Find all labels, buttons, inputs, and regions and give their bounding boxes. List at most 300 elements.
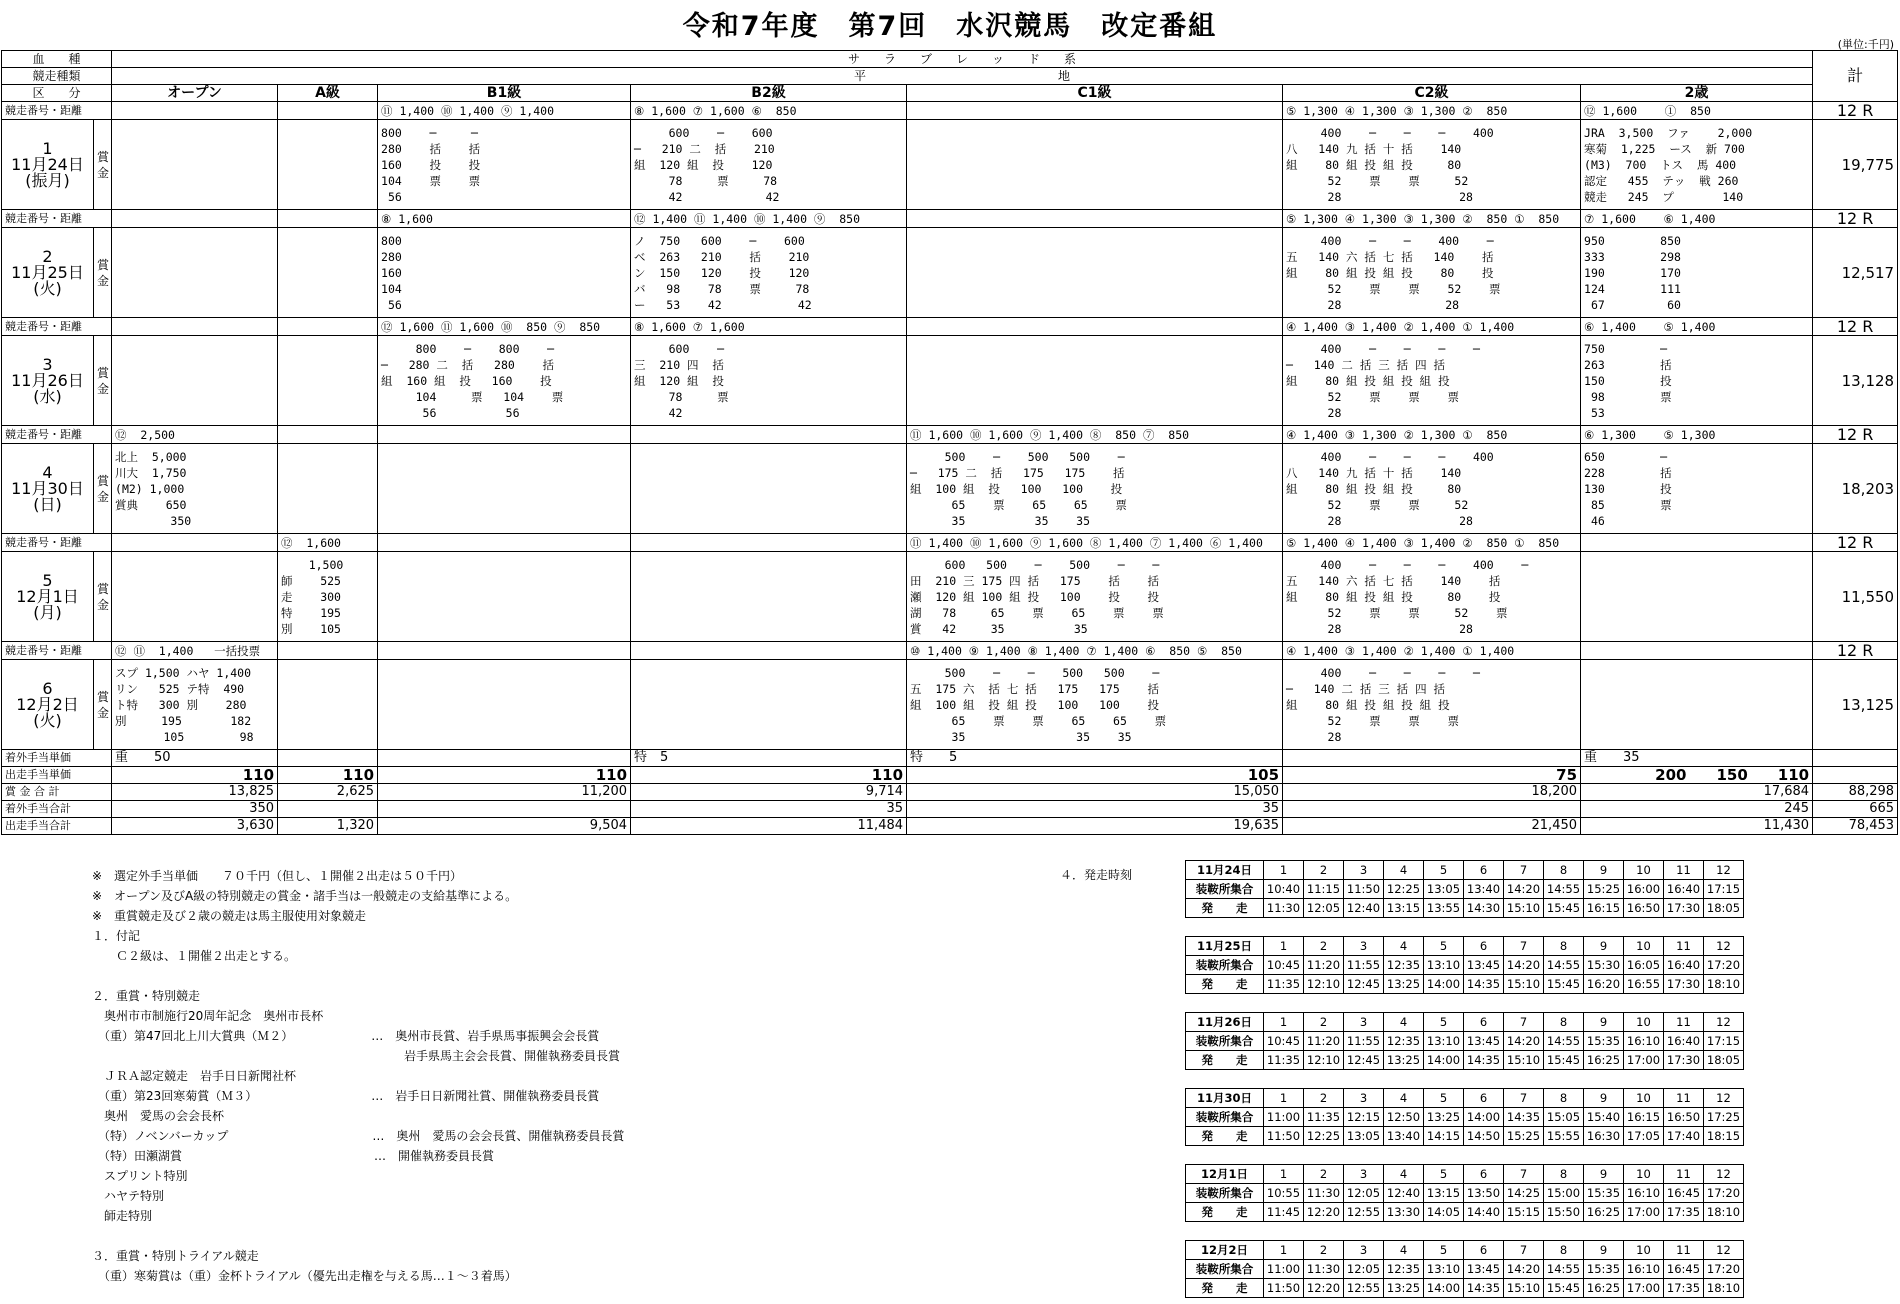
start-time-date: 11月30日 (1186, 1089, 1264, 1108)
day-label (2, 660, 94, 750)
assembly-time: 13:45 (1464, 1032, 1504, 1051)
start-time: 18:05 (1704, 899, 1744, 918)
race-number: 5 (1424, 1241, 1464, 1260)
race-distance-cell (112, 534, 278, 552)
prize-label-top: 賞 (97, 689, 110, 704)
race-number: 6 (1464, 937, 1504, 956)
assembly-time: 14:55 (1544, 1032, 1584, 1051)
prize-label-bottom: 金 (97, 381, 110, 396)
day-label (2, 552, 94, 642)
race-distance-cell: ⑪ 1,400 ⑩ 1,400 ⑨ 1,400 (378, 102, 631, 120)
day-date: 12月2日 (16, 694, 79, 714)
assembly-time: 16:45 (1664, 1184, 1704, 1203)
race-distance-cell (1581, 534, 1813, 552)
assembly-time: 17:15 (1704, 1032, 1744, 1051)
prize-cell: 400 ─ ─ ─ 400 八 140 九 括 十 括 140 組 80 組 投 組 投 80 52 票 票 52 28 28 (1283, 120, 1581, 210)
start-time: 15:45 (1544, 1279, 1584, 1298)
race-number: 7 (1504, 861, 1544, 880)
prize-cell: 400 ─ ─ ─ ─ ─ 140 二 括 三 括 四 括 組 80 組 投 組 投 組 投 52 票 票 票 28 (1283, 336, 1581, 426)
race-distance-cell: ⑫ 2,500 (112, 426, 278, 444)
start-time: 12:20 (1304, 1279, 1344, 1298)
start-time: 12:10 (1304, 975, 1344, 994)
race-number: 4 (1384, 1013, 1424, 1032)
program-table (1, 50, 1898, 835)
race-number: 6 (1464, 1089, 1504, 1108)
day-date: 11月25日 (11, 262, 84, 282)
footer-cell: 9,714 (631, 784, 907, 801)
row-label-breed: 血 種 (2, 51, 112, 68)
assembly-time: 11:00 (1264, 1108, 1304, 1127)
class-header: C1級 (907, 85, 1283, 102)
start-time: 14:35 (1464, 1279, 1504, 1298)
start-time-date: 11月24日 (1186, 861, 1264, 880)
race-distance-cell (631, 426, 907, 444)
assembly-time: 12:40 (1384, 1184, 1424, 1203)
race-number: 10 (1624, 937, 1664, 956)
assembly-time: 16:40 (1664, 880, 1704, 899)
footer-cell: 105 (907, 767, 1283, 784)
prize-cell: 800 280 160 104 56 (378, 228, 631, 318)
day-date: 11月26日 (11, 370, 84, 390)
prize-cell: 800 ─ 800 ─ ─ 280 二 括 280 括 組 160 組 投 160 投 104 票 104 票 56 56 (378, 336, 631, 426)
race-number: 9 (1584, 1165, 1624, 1184)
race-number: 2 (1304, 1241, 1344, 1260)
race-number: 5 (1424, 937, 1464, 956)
start-time: 11:50 (1264, 1127, 1304, 1146)
prize-cell: 950 850 333 298 190 170 124 111 67 60 (1581, 228, 1813, 318)
race-number: 1 (1264, 1165, 1304, 1184)
assembly-time: 13:10 (1424, 1260, 1464, 1279)
start-times-label: ４．発走時刻 (1060, 868, 1133, 882)
day-total: 13,125 (1813, 660, 1898, 750)
assembly-time: 17:20 (1704, 956, 1744, 975)
race-number: 3 (1344, 937, 1384, 956)
start-label: 発 走 (1186, 899, 1264, 918)
assembly-time: 13:05 (1424, 880, 1464, 899)
day-date: 11月30日 (11, 478, 84, 498)
start-time: 17:35 (1664, 1279, 1704, 1298)
start-time: 13:15 (1384, 899, 1424, 918)
start-time: 17:35 (1664, 1203, 1704, 1222)
race-number: 5 (1424, 861, 1464, 880)
assembly-time: 11:20 (1304, 1032, 1344, 1051)
race-count: 12 R (1813, 642, 1898, 660)
start-time: 17:00 (1624, 1051, 1664, 1070)
prize-label (94, 552, 112, 642)
assembly-time: 14:35 (1504, 1108, 1544, 1127)
race-distance-cell: ⑦ 1,600 ⑥ 1,400 (1581, 210, 1813, 228)
race-distance-cell (1581, 642, 1813, 660)
footer-cell: 200 150 110 (1581, 767, 1813, 784)
race-count: 12 R (1813, 102, 1898, 120)
day-number: 5 (42, 570, 53, 590)
start-time-table (1185, 1240, 1744, 1298)
day-number: 2 (42, 246, 53, 266)
footer-row-label: 着外手当単価 (2, 750, 112, 767)
footer-cell (378, 801, 631, 818)
prize-label-top: 賞 (97, 149, 110, 164)
race-distance-cell (378, 426, 631, 444)
note-line: スプリント特別 (92, 1169, 188, 1183)
assembly-time: 15:25 (1584, 880, 1624, 899)
prize-label-bottom: 金 (97, 597, 110, 612)
race-distance-cell (278, 102, 378, 120)
prize-cell (907, 120, 1283, 210)
race-number: 4 (1384, 937, 1424, 956)
prize-cell: 400 ─ ─ ─ 400 ─ 五 140 六 括 七 括 140 括 組 80 組 投 組 投 80 投 52 票 票 52 票 28 28 (1283, 552, 1581, 642)
assembly-time: 16:10 (1624, 1184, 1664, 1203)
race-number: 5 (1424, 1165, 1464, 1184)
assembly-time: 13:25 (1424, 1108, 1464, 1127)
race-distance-cell (278, 210, 378, 228)
assembly-time: 12:25 (1384, 880, 1424, 899)
race-distance-cell: ⑧ 1,600 (378, 210, 631, 228)
assembly-label: 装鞍所集合 (1186, 1184, 1264, 1203)
start-time: 15:10 (1504, 899, 1544, 918)
footer-cell: 110 (378, 767, 631, 784)
note-line: ３．重賞・特別トライアル競走 (92, 1249, 259, 1263)
class-header: A級 (278, 85, 378, 102)
start-time-date: 11月25日 (1186, 937, 1264, 956)
assembly-time: 14:55 (1544, 880, 1584, 899)
note-line: （特）ノベンバーカップ … 奥州 愛馬の会会長賞、開催執務委員長賞 (92, 1129, 625, 1143)
prize-cell (278, 444, 378, 534)
start-label: 発 走 (1186, 1127, 1264, 1146)
race-number: 12 (1704, 937, 1744, 956)
race-number: 4 (1384, 1165, 1424, 1184)
day-number: 3 (42, 354, 53, 374)
note-line: 奥州 愛馬の会会長杯 (92, 1109, 225, 1123)
footer-cell: 1,320 (278, 818, 378, 835)
assembly-time: 13:10 (1424, 956, 1464, 975)
prize-cell (378, 660, 631, 750)
class-header: B2級 (631, 85, 907, 102)
prize-cell (278, 336, 378, 426)
assembly-time: 12:05 (1344, 1184, 1384, 1203)
race-number: 10 (1624, 861, 1664, 880)
race-number: 10 (1624, 1013, 1664, 1032)
assembly-time: 11:30 (1304, 1184, 1344, 1203)
note-line: （重）第47回北上川大賞典（Ｍ２） … 奥州市長賞、岩手県馬事振興会会長賞 (92, 1029, 600, 1043)
footer-cell: 110 (278, 767, 378, 784)
race-distance-cell (278, 318, 378, 336)
race-number-label: 競走番号・距離 (2, 642, 112, 660)
start-time-table (1185, 1164, 1744, 1222)
start-time: 18:05 (1704, 1051, 1744, 1070)
note-line: （特）田瀬湖賞 … 開催執務委員長賞 (92, 1149, 495, 1163)
race-distance-cell: ④ 1,400 ③ 1,300 ② 1,300 ① 850 (1283, 426, 1581, 444)
prize-cell: JRA 3,500 ファ 2,000 寒菊 1,225 ース 新 700 (M3) 700 トス 馬 400 認定 455 テッ 戦 260 競走 245 プ 140 (1581, 120, 1813, 210)
race-number: 6 (1464, 861, 1504, 880)
prize-label-bottom: 金 (97, 273, 110, 288)
prize-cell (278, 228, 378, 318)
race-distance-cell: ⑧ 1,600 ⑦ 1,600 (631, 318, 907, 336)
start-time-table (1185, 1012, 1744, 1070)
race-number: 8 (1544, 1013, 1584, 1032)
assembly-time: 11:30 (1304, 1260, 1344, 1279)
start-time: 12:20 (1304, 1203, 1344, 1222)
race-number: 3 (1344, 1089, 1384, 1108)
race-number: 11 (1664, 861, 1704, 880)
note-line (92, 966, 624, 986)
start-time: 12:05 (1304, 899, 1344, 918)
program-table-body (2, 51, 1898, 835)
prize-cell: 600 500 ─ 500 ─ ─ 田 210 三 175 四 括 175 括 括 瀬 120 組 100 組 投 100 投 投 湖 78 65 票 65 票 票 賞 42 35 35 (907, 552, 1283, 642)
race-count: 12 R (1813, 426, 1898, 444)
race-number: 9 (1584, 1013, 1624, 1032)
race-number: 2 (1304, 1013, 1344, 1032)
assembly-time: 11:20 (1304, 956, 1344, 975)
assembly-time: 14:20 (1504, 956, 1544, 975)
note-line: 奥州市市制施行20周年記念 奥州市長杯 (92, 1009, 324, 1023)
race-distance-cell: ⑧ 1,600 ⑦ 1,600 ⑥ 850 (631, 102, 907, 120)
prize-label-bottom: 金 (97, 165, 110, 180)
footer-cell: 11,430 (1581, 818, 1813, 835)
note-line: （重）第23回寒菊賞（Ｍ３） … 岩手日日新聞社賞、開催執務委員長賞 (92, 1089, 600, 1103)
start-time: 14:00 (1424, 1051, 1464, 1070)
assembly-time: 11:00 (1264, 1260, 1304, 1279)
start-time-table (1185, 860, 1744, 918)
start-time: 15:15 (1504, 1203, 1544, 1222)
note-line: ※ オープン及びA級の特別競走の賞金・諸手当は一般競走の支給基準による。 (92, 889, 518, 903)
prize-cell (278, 660, 378, 750)
class-header: C2級 (1283, 85, 1581, 102)
day-total: 12,517 (1813, 228, 1898, 318)
start-time: 13:05 (1344, 1127, 1384, 1146)
prize-cell (112, 336, 278, 426)
start-time: 14:35 (1464, 1051, 1504, 1070)
start-time-table (1185, 1088, 1744, 1146)
race-number-label: 競走番号・距離 (2, 318, 112, 336)
race-distance-cell (631, 642, 907, 660)
day-weekday: (日) (33, 494, 62, 514)
assembly-time: 16:45 (1664, 1260, 1704, 1279)
class-header: 2歳 (1581, 85, 1813, 102)
race-distance-cell: ⑥ 1,400 ⑤ 1,400 (1581, 318, 1813, 336)
prize-label-top: 賞 (97, 473, 110, 488)
prize-label-top: 賞 (97, 581, 110, 596)
start-time: 12:55 (1344, 1279, 1384, 1298)
row-label-race-type: 競走種類 (2, 68, 112, 85)
start-label: 発 走 (1186, 1051, 1264, 1070)
race-number: 11 (1664, 1165, 1704, 1184)
prize-cell (907, 336, 1283, 426)
race-distance-cell: ⑩ 1,400 ⑨ 1,400 ⑧ 1,400 ⑦ 1,400 ⑥ 850 ⑤ 850 (907, 642, 1283, 660)
class-header: オープン (112, 85, 278, 102)
day-total: 18,203 (1813, 444, 1898, 534)
prize-label (94, 444, 112, 534)
footer-total: 78,453 (1813, 818, 1898, 835)
prize-cell: スプ 1,500 ハヤ 1,400 リン 525 テ特 490 ト特 300 別 280 別 195 182 105 98 (112, 660, 278, 750)
race-distance-cell: ⑫ ⑪ 1,400 一括投票 (112, 642, 278, 660)
assembly-time: 13:15 (1424, 1184, 1464, 1203)
assembly-time: 13:45 (1464, 1260, 1504, 1279)
race-number: 7 (1504, 1089, 1544, 1108)
footer-cell: 35 (907, 801, 1283, 818)
unit-label: (単位:千円) (1837, 38, 1894, 51)
prize-cell (278, 120, 378, 210)
footer-cell: 110 (112, 767, 278, 784)
assembly-time: 14:25 (1504, 1184, 1544, 1203)
race-distance-cell (378, 534, 631, 552)
start-time: 15:10 (1504, 975, 1544, 994)
footer-cell: 15,050 (907, 784, 1283, 801)
assembly-time: 16:15 (1624, 1108, 1664, 1127)
assembly-time: 14:20 (1504, 1260, 1544, 1279)
start-time: 15:45 (1544, 975, 1584, 994)
day-weekday: (火) (33, 278, 62, 298)
start-time: 13:25 (1384, 1051, 1424, 1070)
prize-cell: ノ 750 600 ─ 600 ベ 263 210 括 210 ン 150 120 投 120 バ 98 78 票 78 ー 53 42 42 (631, 228, 907, 318)
race-number: 8 (1544, 861, 1584, 880)
start-time: 16:20 (1584, 975, 1624, 994)
note-line: ※ 重賞競走及び２歳の競走は馬主服使用対象競走 (92, 909, 367, 923)
page-title: 令和7年度 第7回 水沢競馬 改定番組 (682, 11, 1218, 42)
footer-cell: 21,450 (1283, 818, 1581, 835)
start-time: 14:00 (1424, 1279, 1464, 1298)
prize-label (94, 660, 112, 750)
assembly-time: 15:30 (1584, 956, 1624, 975)
footer-total: 88,298 (1813, 784, 1898, 801)
prize-cell: 1,500 師 525 走 300 特 195 別 105 (278, 552, 378, 642)
start-time: 18:15 (1704, 1127, 1744, 1146)
race-distance-cell: ⑤ 1,300 ④ 1,300 ③ 1,300 ② 850 ① 850 (1283, 210, 1581, 228)
assembly-time: 16:40 (1664, 1032, 1704, 1051)
race-distance-cell: ⑤ 1,400 ④ 1,400 ③ 1,400 ② 850 ① 850 (1283, 534, 1581, 552)
race-number: 2 (1304, 1089, 1344, 1108)
assembly-time: 15:35 (1584, 1032, 1624, 1051)
prize-cell: 400 ─ ─ ─ 400 八 140 九 括 十 括 140 組 80 組 投 組 投 80 52 票 票 52 28 28 (1283, 444, 1581, 534)
start-time: 11:35 (1264, 1051, 1304, 1070)
race-number: 8 (1544, 937, 1584, 956)
race-distance-cell (112, 318, 278, 336)
assembly-time: 12:35 (1384, 1032, 1424, 1051)
assembly-time: 16:10 (1624, 1260, 1664, 1279)
race-number-label: 競走番号・距離 (2, 102, 112, 120)
race-number: 11 (1664, 1013, 1704, 1032)
day-label (2, 444, 94, 534)
start-time: 13:25 (1384, 1279, 1424, 1298)
race-number: 4 (1384, 1089, 1424, 1108)
race-distance-cell: ⑪ 1,600 ⑩ 1,600 ⑨ 1,400 ⑧ 850 ⑦ 850 (907, 426, 1283, 444)
footer-cell: 特 5 (907, 750, 1283, 767)
start-time: 14:00 (1424, 975, 1464, 994)
day-label (2, 228, 94, 318)
note-line: ２．重賞・特別競走 (92, 989, 201, 1003)
footer-row-label: 出走手当単価 (2, 767, 112, 784)
assembly-time: 15:35 (1584, 1184, 1624, 1203)
start-time: 15:10 (1504, 1051, 1544, 1070)
race-number: 7 (1504, 937, 1544, 956)
assembly-time: 12:35 (1384, 1260, 1424, 1279)
day-date: 11月24日 (11, 154, 84, 174)
footer-total: 665 (1813, 801, 1898, 818)
race-distance-cell (112, 210, 278, 228)
prize-cell: 800 ─ ─ 280 括 括 160 投 投 104 票 票 56 (378, 120, 631, 210)
race-number: 12 (1704, 1089, 1744, 1108)
start-time: 12:55 (1344, 1203, 1384, 1222)
assembly-time: 11:50 (1344, 880, 1384, 899)
race-number: 8 (1544, 1165, 1584, 1184)
assembly-time: 11:55 (1344, 956, 1384, 975)
breed-value: サ ラ ブ レ ッ ド 系 (112, 51, 1813, 68)
assembly-time: 11:55 (1344, 1032, 1384, 1051)
start-time: 11:45 (1264, 1203, 1304, 1222)
day-total: 13,128 (1813, 336, 1898, 426)
note-line: （重）寒菊賞は（重）金杯トライアル（優先出走権を与える馬…１～３着馬） (92, 1269, 517, 1283)
footer-cell: 3,630 (112, 818, 278, 835)
assembly-label: 装鞍所集合 (1186, 1032, 1264, 1051)
day-weekday: (振月) (25, 170, 70, 190)
footer-cell: 11,200 (378, 784, 631, 801)
start-time: 12:40 (1344, 899, 1384, 918)
assembly-time: 17:15 (1704, 880, 1744, 899)
race-distance-cell: ⑫ 1,600 (278, 534, 378, 552)
start-time: 16:55 (1624, 975, 1664, 994)
footer-cell: 35 (631, 801, 907, 818)
start-time: 14:30 (1464, 899, 1504, 918)
footer-cell (1283, 801, 1581, 818)
race-distance-cell (907, 318, 1283, 336)
start-time: 15:45 (1544, 1051, 1584, 1070)
start-time: 14:50 (1464, 1127, 1504, 1146)
start-time: 15:10 (1504, 1279, 1544, 1298)
start-time: 13:40 (1384, 1127, 1424, 1146)
note-line: ※ 選定外手当単価 ７０千円（但し、１開催２出走は５０千円） (92, 869, 463, 883)
footer-cell: 特 5 (631, 750, 907, 767)
assembly-time: 17:20 (1704, 1184, 1744, 1203)
race-number: 1 (1264, 1241, 1304, 1260)
start-time: 16:15 (1584, 899, 1624, 918)
race-distance-cell (631, 534, 907, 552)
assembly-time: 15:05 (1544, 1108, 1584, 1127)
assembly-label: 装鞍所集合 (1186, 956, 1264, 975)
start-time: 17:40 (1664, 1127, 1704, 1146)
prize-cell: 400 ─ ─ 400 ─ 五 140 六 括 七 括 140 括 組 80 組 投 組 投 80 投 52 票 票 52 票 28 28 (1283, 228, 1581, 318)
race-number: 9 (1584, 1089, 1624, 1108)
footer-cell (378, 750, 631, 767)
assembly-time: 10:45 (1264, 1032, 1304, 1051)
prize-label (94, 120, 112, 210)
assembly-time: 15:40 (1584, 1108, 1624, 1127)
prize-cell (631, 444, 907, 534)
race-number: 3 (1344, 1013, 1384, 1032)
race-number: 12 (1704, 1165, 1744, 1184)
race-number: 12 (1704, 861, 1744, 880)
footer-total (1813, 767, 1898, 784)
race-number: 12 (1704, 1241, 1744, 1260)
start-time: 12:45 (1344, 1051, 1384, 1070)
assembly-time: 16:50 (1664, 1108, 1704, 1127)
race-distance-cell: ⑪ 1,400 ⑩ 1,600 ⑨ 1,600 ⑧ 1,400 ⑦ 1,400 ⑥ 1,400 (907, 534, 1283, 552)
race-number: 11 (1664, 1241, 1704, 1260)
footer-row-label: 出走手当合計 (2, 818, 112, 835)
assembly-time: 12:50 (1384, 1108, 1424, 1127)
assembly-time: 13:40 (1464, 880, 1504, 899)
prize-cell: 400 ─ ─ ─ ─ ─ 140 二 括 三 括 四 括 組 80 組 投 組 投 組 投 52 票 票 票 28 (1283, 660, 1581, 750)
start-time: 14:05 (1424, 1203, 1464, 1222)
race-number: 7 (1504, 1165, 1544, 1184)
footer-cell (278, 801, 378, 818)
assembly-time: 12:15 (1344, 1108, 1384, 1127)
assembly-time: 10:55 (1264, 1184, 1304, 1203)
start-time-date: 11月26日 (1186, 1013, 1264, 1032)
start-label: 発 走 (1186, 975, 1264, 994)
assembly-label: 装鞍所集合 (1186, 1260, 1264, 1279)
race-number: 1 (1264, 937, 1304, 956)
start-time: 17:00 (1624, 1203, 1664, 1222)
footer-cell: 110 (631, 767, 907, 784)
